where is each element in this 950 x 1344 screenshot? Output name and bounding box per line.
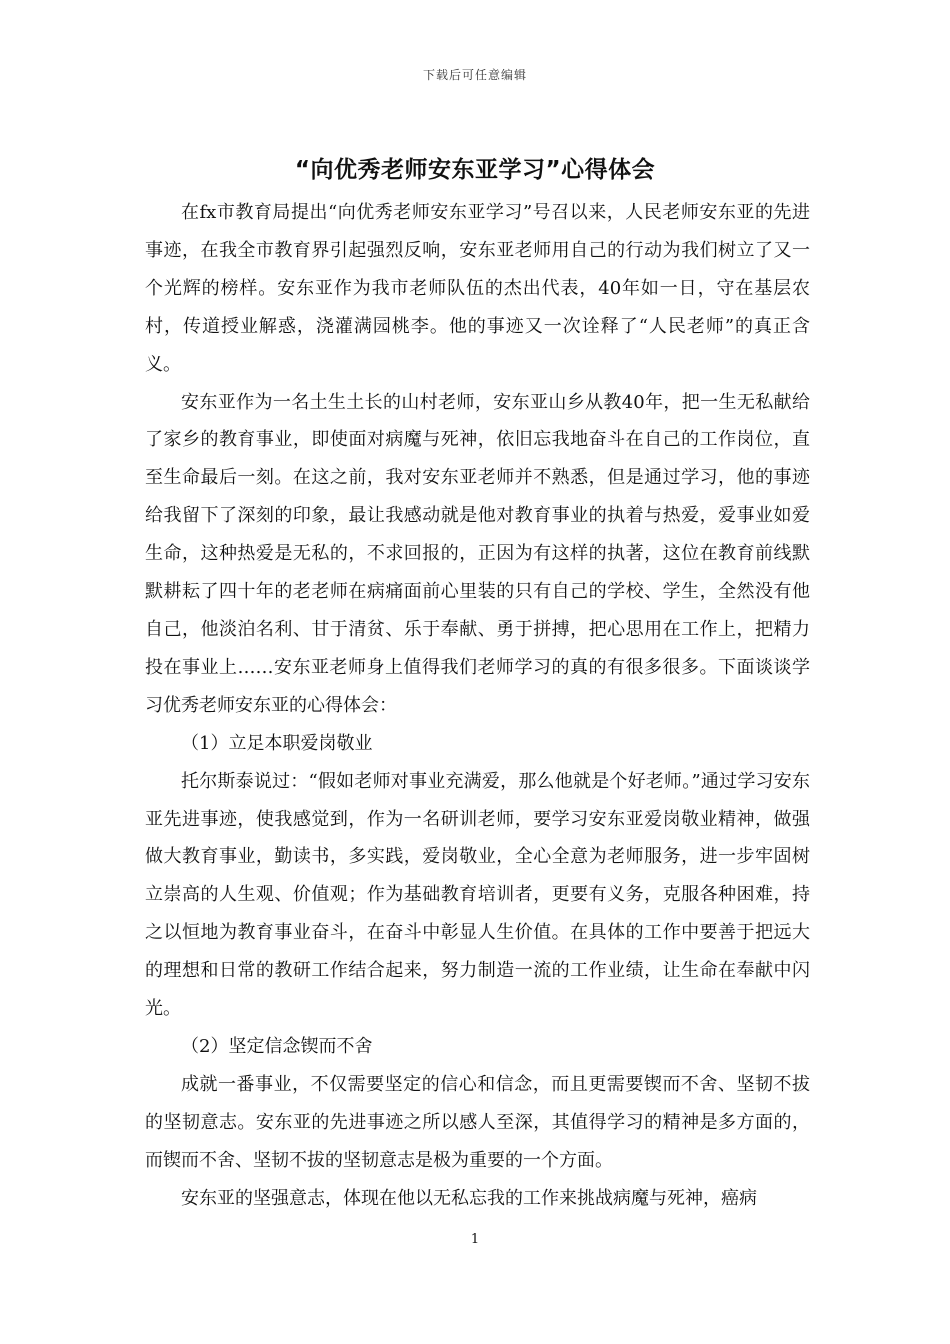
page-header: 下载后可任意编辑 xyxy=(422,68,527,82)
paragraph-section-2-cont: 安东亚的坚强意志，体现在他以无私忘我的工作来挑战病魔与死神，癌病 xyxy=(181,1187,757,1209)
page-number: 1 xyxy=(470,1232,480,1247)
document-title: “向优秀老师安东亚学习”心得体会 xyxy=(294,157,656,183)
section-heading-1: （1）立足本职爱岗敬业 xyxy=(181,732,373,754)
paragraph-intro: 在fx市教育局提出“向优秀老师安东亚学习”号召以来，人民老师安东亚的先进事迹，在我全市教育界引起强烈反响，安东亚老师用自己的行动为我们树立了又一个光辉的榜样。安东亚作为我市老师队伍的杰出代表，40年如一日，守在基层农村，传道授业解惑，浇灌满园桃李。他的事迹又一次诠释了“人民老师”的真正含义。 xyxy=(145,202,810,375)
paragraph-background: 安东亚作为一名土生土长的山村老师，安东亚山乡从教40年，把一生无私献给了家乡的教育事业，即使面对病魔与死神，依旧忘我地奋斗在自己的工作岗位，直至生命最后一刻。在这之前，我对安东亚老师并不熟悉，但是通过学习，他的事迹给我留下了深刻的印象，最让我感动就是他对教育事业的执着与热爱，爱事业如爱生命，这种热爱是无私的，不求回报的，正因为有这样的执著，这位在教育前线默默耕耘了四十年的老老师在病痛面前心里装的只有自己的学校、学生，全然没有他自己，他淡泊名利、甘于清贫、乐于奉献、勇于拼搏，把心思用在工作上，把精力投在事业上……安东亚老师身上值得我们老师学习的真的有很多很多。下面谈谈学习优秀老师安东亚的心得体会： xyxy=(145,391,810,716)
paragraph-section-1: 托尔斯泰说过：“假如老师对事业充满爱，那么他就是个好老师。”通过学习安东亚先进事迹，使我感觉到，作为一名研训老师，要学习安东亚爱岗敬业精神，做强做大教育事业，勤读书，多实践，爱岗敬业，全心全意为老师服务，进一步牢固树立崇高的人生观、价值观；作为基础教育培训者，更要有义务，克服各种困难，持之以恒地为教育事业奋斗，在奋斗中彰显人生价值。在具体的工作中要善于把远大的理想和日常的教研工作结合起来，努力制造一流的工作业绩，让生命在奉献中闪光。 xyxy=(145,770,810,1020)
section-heading-2: （2）坚定信念锲而不舍 xyxy=(181,1035,373,1057)
paragraph-section-2: 成就一番事业，不仅需要坚定的信心和信念，而且更需要锲而不舍、坚韧不拔的坚韧意志。安东亚的先进事迹之所以感人至深，其值得学习的精神是多方面的，而锲而不舍、坚韧不拔的坚韧意志是极为重要的一个方面。 xyxy=(145,1073,810,1171)
document-body xyxy=(145,194,810,1217)
